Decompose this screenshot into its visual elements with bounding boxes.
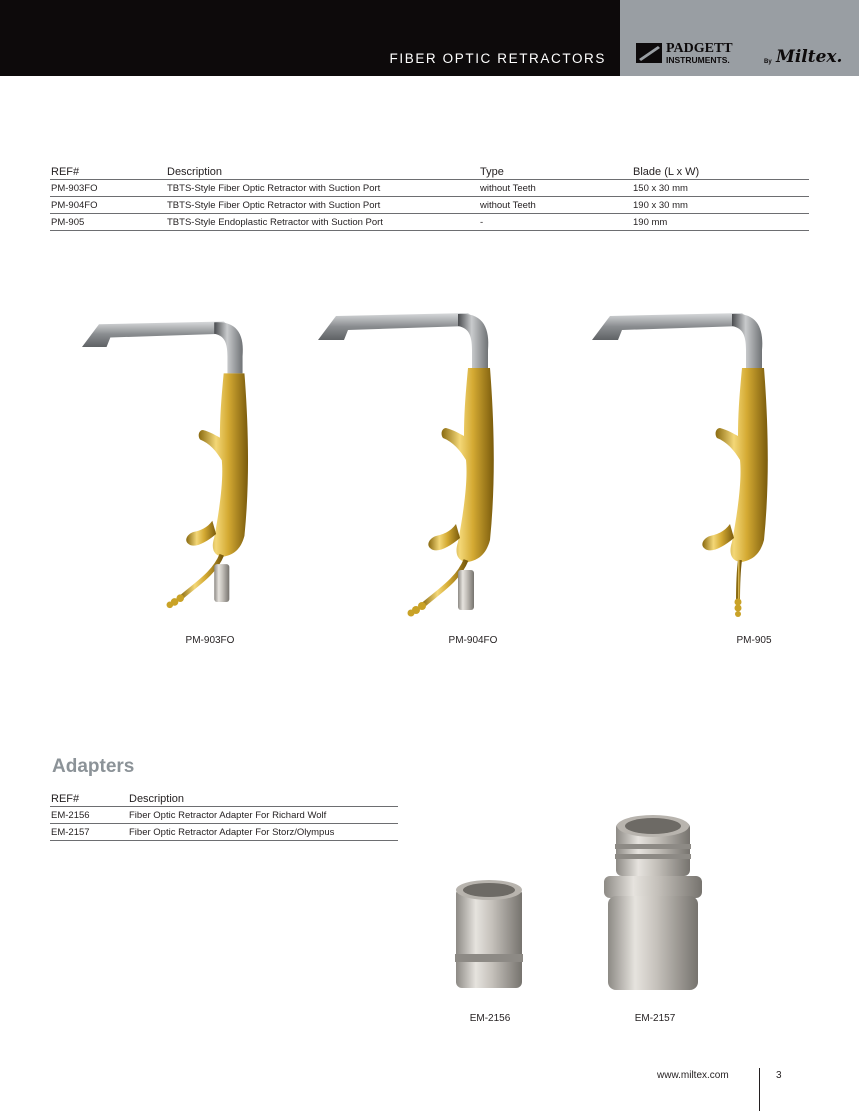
blade-cell: 190 x 30 mm [632, 196, 809, 213]
column-header: Description [128, 791, 398, 806]
blade-cell: 150 x 30 mm [632, 179, 809, 196]
adapter-image-em-2156 [452, 878, 526, 994]
column-header: Description [166, 163, 479, 179]
table-row [50, 806, 398, 823]
table-row [50, 213, 809, 230]
ref-cell: PM-903FO [50, 179, 166, 196]
retractor-spec-table [50, 163, 809, 231]
caption-pm-903fo: PM-903FO [185, 635, 235, 646]
svg-text:INSTRUMENTS.: INSTRUMENTS. [666, 55, 730, 65]
table-header-row [50, 791, 398, 806]
description-cell: Fiber Optic Retractor Adapter For Storz/Olympus [128, 823, 398, 840]
adapter-image-em-2157 [600, 814, 706, 996]
column-header: REF# [50, 791, 128, 806]
footer-url: www.miltex.com [657, 1070, 729, 1081]
caption-em-2156: EM-2156 [469, 1013, 511, 1024]
svg-text:Miltex.: Miltex. [776, 47, 843, 65]
svg-text:By: By [764, 59, 772, 65]
section-title-adapters: Adapters [52, 756, 135, 777]
caption-pm-905: PM-905 [736, 635, 772, 646]
caption-pm-904fo: PM-904FO [448, 635, 498, 646]
header-band [0, 0, 620, 76]
table-row [50, 179, 809, 196]
retractor-image-pm-904fo [313, 310, 503, 620]
page-title: FIBER OPTIC RETRACTORS [389, 51, 606, 66]
logo-band [620, 0, 859, 76]
description-cell: TBTS-Style Endoplastic Retractor with Suction Port [166, 213, 479, 230]
table-row [50, 196, 809, 213]
svg-text:PADGETT: PADGETT [666, 41, 733, 56]
page-number: 3 [776, 1070, 782, 1081]
retractor-image-pm-903fo [82, 310, 252, 620]
description-cell: TBTS-Style Fiber Optic Retractor with Suction Port [166, 179, 479, 196]
ref-cell: EM-2156 [50, 806, 128, 823]
column-header: REF# [50, 163, 166, 179]
description-cell: TBTS-Style Fiber Optic Retractor with Suction Port [166, 196, 479, 213]
type-cell: - [479, 213, 632, 230]
ref-cell: PM-905 [50, 213, 166, 230]
type-cell: without Teeth [479, 196, 632, 213]
padgett-miltex-logo [636, 39, 846, 65]
description-cell: Fiber Optic Retractor Adapter For Richard Wolf [128, 806, 398, 823]
column-header: Type [479, 163, 632, 179]
retractor-image-pm-905 [577, 310, 787, 620]
type-cell: without Teeth [479, 179, 632, 196]
ref-cell: PM-904FO [50, 196, 166, 213]
footer-divider [759, 1068, 760, 1111]
column-header: Blade (L x W) [632, 163, 809, 179]
table-header-row [50, 163, 809, 179]
blade-cell: 190 mm [632, 213, 809, 230]
caption-em-2157: EM-2157 [634, 1013, 676, 1024]
ref-cell: EM-2157 [50, 823, 128, 840]
table-row [50, 823, 398, 840]
adapter-spec-table [50, 791, 398, 841]
